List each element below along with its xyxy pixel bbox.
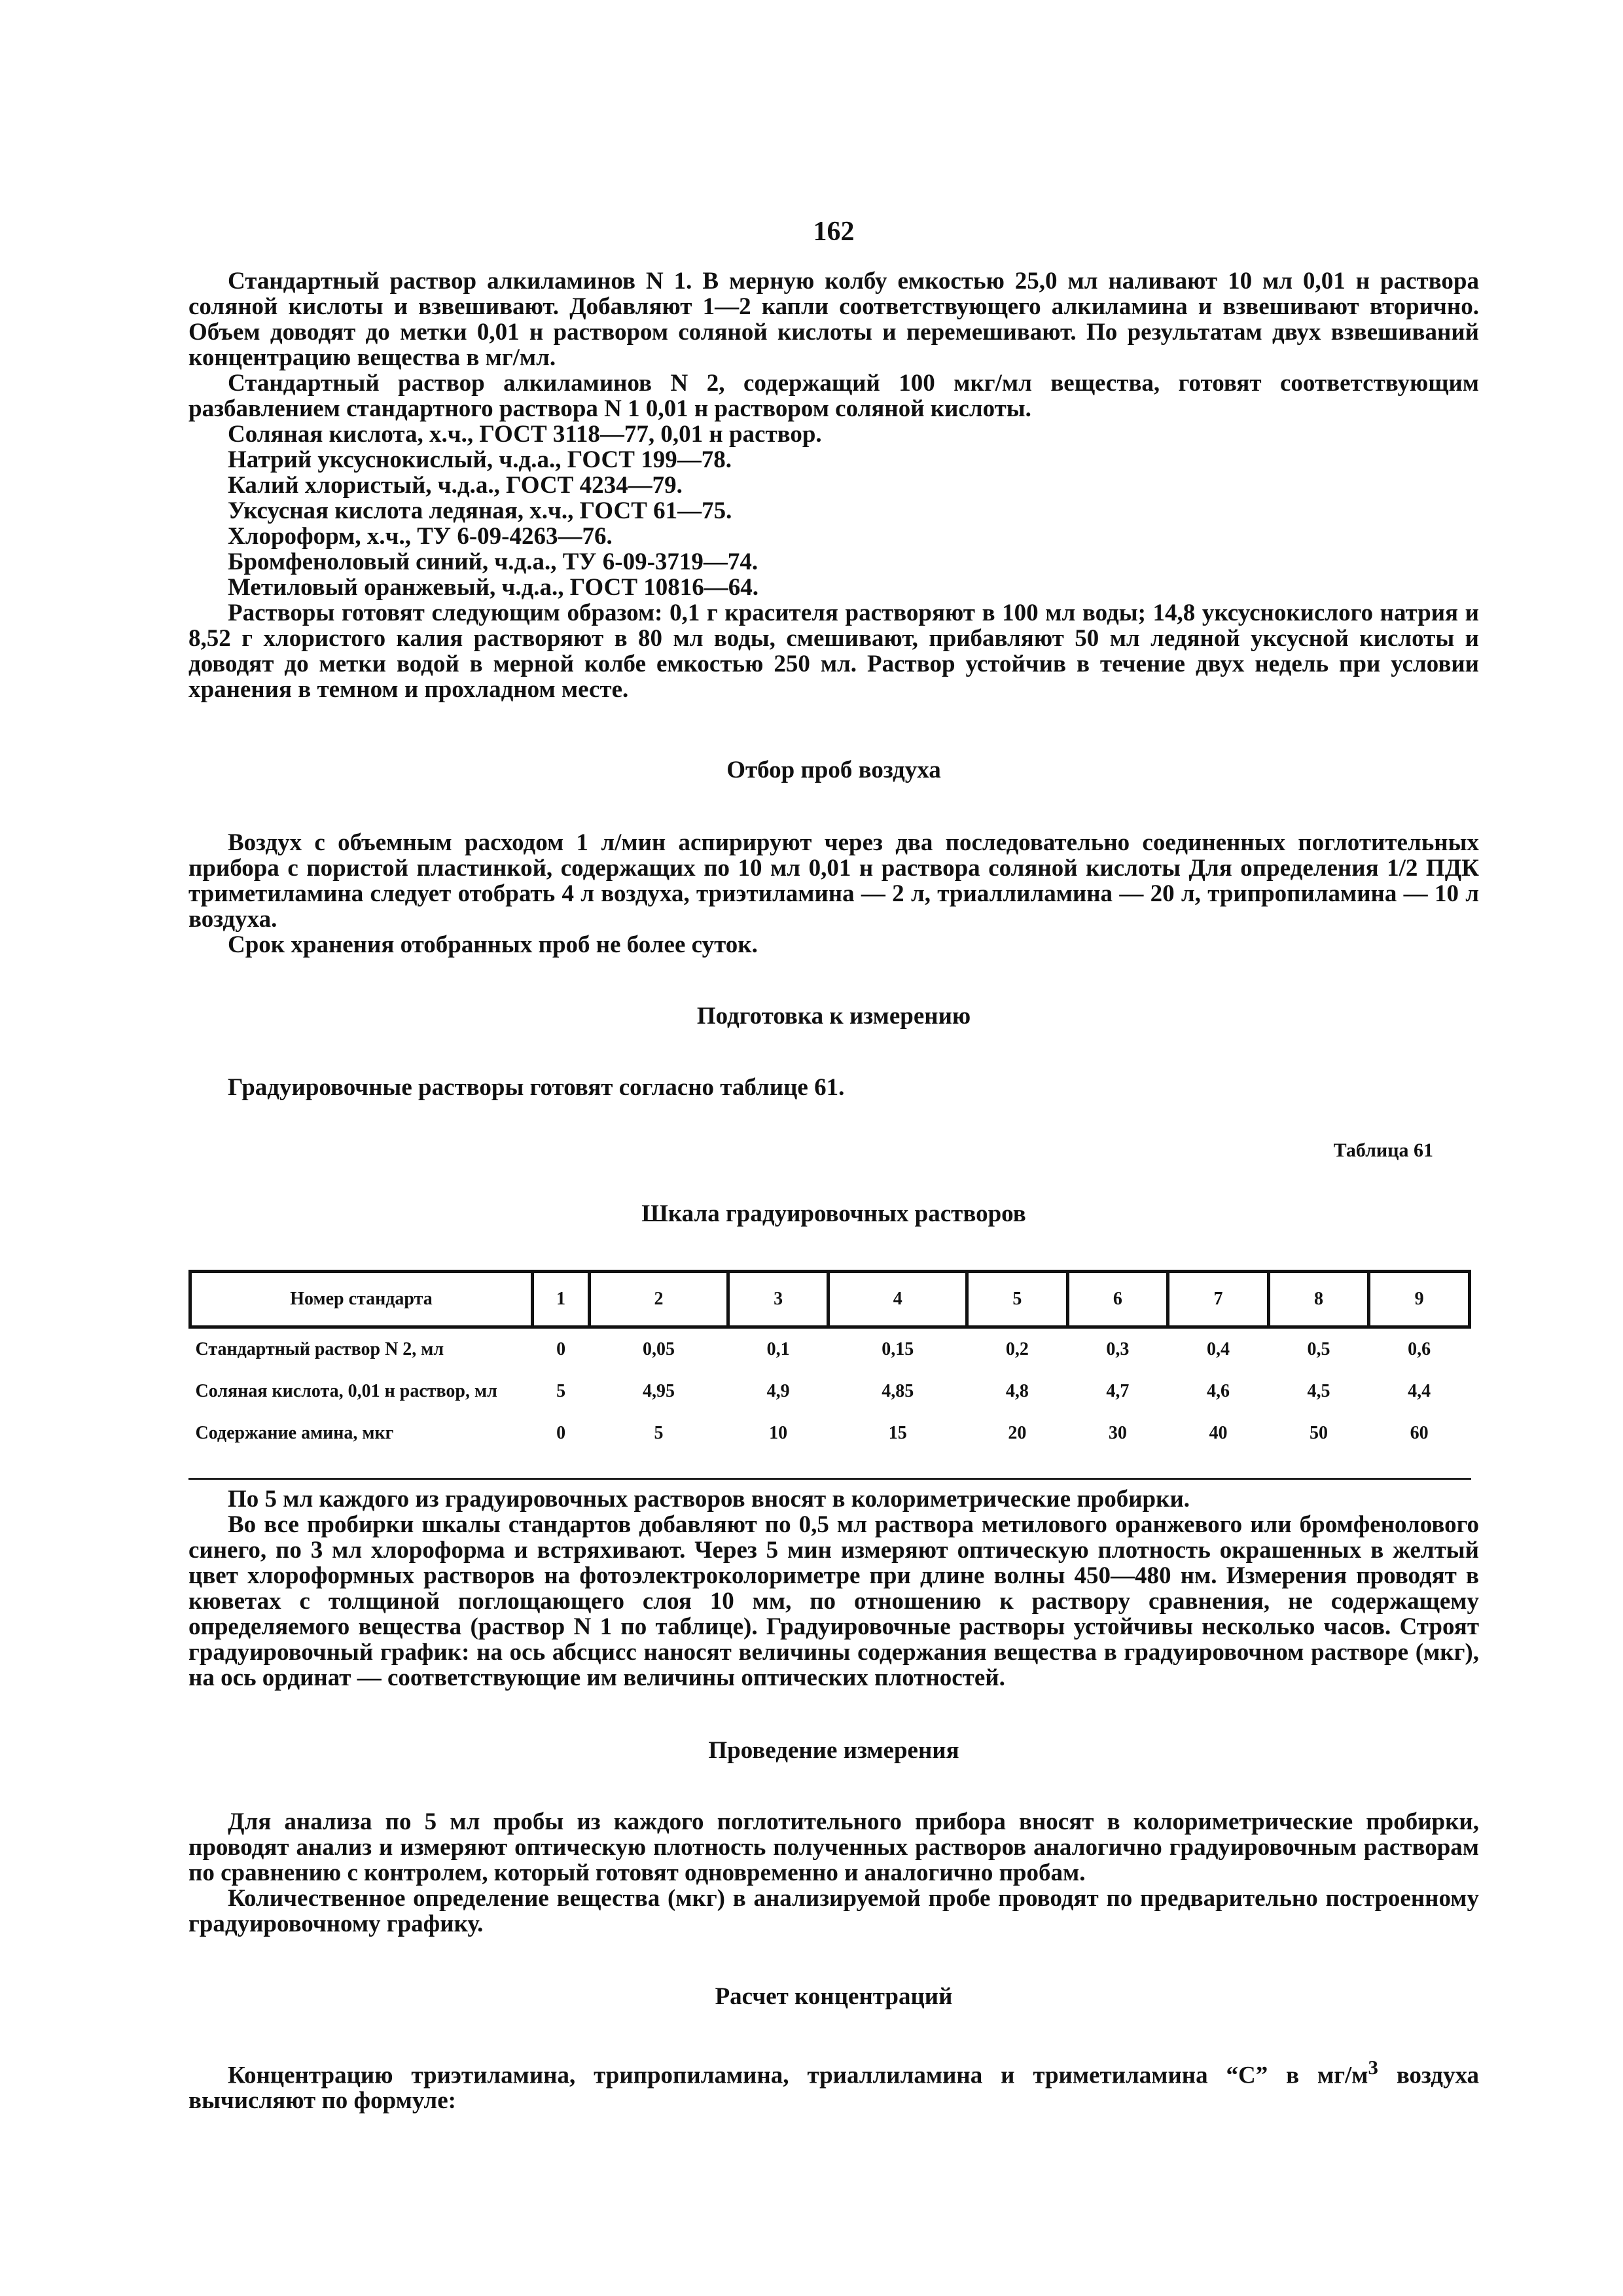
reagent-item: Бромфеноловый синий, ч.д.а., ТУ 6-09-3719—74. <box>228 548 758 575</box>
preparation-paragraph: Градуировочные растворы готовят согласно таблице 61. <box>228 1074 845 1101</box>
table-column-header: 8 <box>1268 1272 1369 1327</box>
table-column-header: 7 <box>1168 1272 1269 1327</box>
table-column-header: 1 <box>533 1272 590 1327</box>
table-cell: 0,6 <box>1408 1339 1431 1359</box>
table-cell: 60 <box>1410 1423 1429 1443</box>
table-cell: 0,4 <box>1206 1339 1230 1359</box>
solutions-paragraph: Растворы готовят следующим образом: 0,1 г красителя растворяют в 100 мл воды; 14,8 уксуснокислого натрия и 8,52 г хлористого калия растворяют в 80 мл воды, смешивают, прибавляют 50 мл ледяной уксусной кислоты и доводят до метки водой в мерной колбе емкостью 250 мл. Раствор устойчив в течение двух недель при условии хранения в темном и прохладном месте. <box>188 600 1479 703</box>
table-cell: 30 <box>1108 1423 1127 1443</box>
row-label: Соляная кислота, 0,01 н раствор, мл <box>195 1381 497 1401</box>
storage-paragraph: Срок хранения отобранных проб не более суток. <box>228 931 758 958</box>
reagent-item: Соляная кислота, х.ч., ГОСТ 3118—77, 0,01 н раствор. <box>228 421 822 448</box>
air-sampling-paragraph: Воздух с объемным расходом 1 л/мин аспирируют через два последовательно соединенных поглотительных прибора с пористой пластинкой, содержащих по 10 мл 0,01 н раствора соляной кислоты Для определения 1/2 ПДК триметиламина следует отобрать 4 л воздуха, триэтиламина — 2 л, триаллиламина — 20 л, трипропиламина — 10 л воздуха. <box>188 829 1479 933</box>
table-cell: 40 <box>1209 1423 1228 1443</box>
table-column-header: 5 <box>967 1272 1068 1327</box>
table-cell: 4,95 <box>642 1381 675 1401</box>
table-cell: 5 <box>556 1381 566 1401</box>
measurement-paragraph-2: Количественное определение вещества (мкг) в анализируемой пробе проводят по предварительно построенному градуировочному графику. <box>188 1885 1479 1937</box>
intro-paragraph-1: Стандартный раствор алкиламинов N 1. В мерную колбу емкостью 25,0 мл наливают 10 мл 0,01 н раствора соляной кислоты и взвешивают. Добавляют 1—2 капли соответствующего алкиламина и взвешивают вторично. Объем доводят до метки 0,01 н раствором соляной кислоты и перемешивают. По результатам двух взвешиваний концентрацию вещества в мг/мл. <box>188 268 1479 371</box>
table-row <box>190 1371 1470 1412</box>
heading-air-sampling: Отбор проб воздуха <box>726 757 941 783</box>
table-cell: 4,5 <box>1307 1381 1330 1401</box>
table-header-row <box>190 1272 1470 1327</box>
table-cell: 4,7 <box>1106 1381 1130 1401</box>
table-cell: 4,85 <box>882 1381 914 1401</box>
heading-preparation: Подготовка к измерению <box>696 1003 971 1030</box>
table-number: Таблица 61 <box>1333 1139 1433 1161</box>
reagent-item: Хлороформ, х.ч., ТУ 6-09-4263—76. <box>228 523 613 550</box>
table-cell: 0,5 <box>1307 1339 1330 1359</box>
table-cell: 0 <box>556 1423 566 1443</box>
after-table-paragraph-2: Во все пробирки шкалы стандартов добавляют по 0,5 мл раствора метилового оранжевого или бромфенолового синего, по 3 мл хлороформа и встряхивают. Через 5 мин измеряют оптическую плотность окрашенных в желтый цвет хлороформных растворов на фотоэлектроколориметре при длине волны 450—480 нм. Измерения проводят в кюветах с толщиной поглощающего слоя 10 мм, по отношению к раствору сравнения, не содержащему определяемого вещества (раствор N 1 по таблице). Градуировочные растворы устойчивы несколько часов. Строят градуировочный график: на ось абсцисс наносят величины содержания вещества в градуировочном растворе (мкг), на ось ординат — соответствующие им величины оптических плотностей. <box>188 1511 1479 1691</box>
heading-measurement: Проведение измерения <box>708 1737 959 1764</box>
table-row <box>190 1412 1470 1454</box>
table-cell: 4,9 <box>766 1381 790 1401</box>
page-number: 162 <box>813 217 855 247</box>
table-cell: 0,15 <box>882 1339 914 1359</box>
heading-calculation: Расчет концентраций <box>715 1983 953 2010</box>
table-column-header: 9 <box>1369 1272 1470 1327</box>
table-column-header: 2 <box>590 1272 728 1327</box>
reagent-item: Калий хлористый, ч.д.а., ГОСТ 4234—79. <box>228 472 683 499</box>
row-label: Содержание амина, мкг <box>195 1423 394 1443</box>
table-header-label: Номер стандарта <box>190 1272 533 1327</box>
calculation-text-start: Концентрацию триэтиламина, трипропиламина, триаллиламина и триметиламина “С” в мг/м <box>228 2062 1368 2089</box>
table-cell: 15 <box>888 1423 907 1443</box>
table-cell: 50 <box>1310 1423 1329 1443</box>
reagent-item: Натрий уксуснокислый, ч.д.а., ГОСТ 199—78. <box>228 446 732 473</box>
table-cell: 10 <box>769 1423 788 1443</box>
table-cell: 0,2 <box>1005 1339 1029 1359</box>
page-content <box>188 216 1479 2113</box>
table-row <box>190 1327 1470 1371</box>
table-title: Шкала градуировочных растворов <box>641 1200 1026 1227</box>
calibration-table <box>188 1270 1471 1454</box>
table-cell: 0,1 <box>766 1339 790 1359</box>
after-table-paragraph-1: По 5 мл каждого из градуировочных растворов вносят в колориметрические пробирки. <box>228 1486 1190 1513</box>
reagent-item: Метиловый оранжевый, ч.д.а., ГОСТ 10816—64. <box>228 574 759 601</box>
table-cell: 0,05 <box>642 1339 675 1359</box>
table-column-header: 4 <box>829 1272 967 1327</box>
calculation-text-end: воздуха вычисляют по формуле: <box>188 2062 1479 2115</box>
table-cell: 0 <box>556 1339 566 1359</box>
reagent-item: Уксусная кислота ледяная, х.ч., ГОСТ 61—75. <box>228 497 732 524</box>
calculation-paragraph <box>188 2055 1479 2113</box>
table-cell: 0,3 <box>1106 1339 1130 1359</box>
table-cell: 5 <box>654 1423 664 1443</box>
row-label: Стандартный раствор N 2, мл <box>195 1339 444 1359</box>
measurement-paragraph-1: Для анализа по 5 мл пробы из каждого поглотительного прибора вносят в колориметрические пробирки, проводят анализ и измеряют оптическую плотность полученных растворов аналогично градуировочным растворам по сравнению с контролем, который готовят одновременно и аналогично пробам. <box>188 1808 1479 1886</box>
table-column-header: 6 <box>1067 1272 1168 1327</box>
calculation-superscript: 3 <box>1368 2056 1378 2079</box>
table-cell: 20 <box>1008 1423 1027 1443</box>
table-column-header: 3 <box>728 1272 829 1327</box>
table-cell: 4,8 <box>1005 1381 1029 1401</box>
table-cell: 4,6 <box>1206 1381 1230 1401</box>
intro-paragraph-2: Стандартный раствор алкиламинов N 2, содержащий 100 мкг/мл вещества, готовят соответствующим разбавлением стандартного раствора N 1 0,01 н раствором соляной кислоты. <box>188 370 1479 422</box>
table-cell: 4,4 <box>1408 1381 1431 1401</box>
